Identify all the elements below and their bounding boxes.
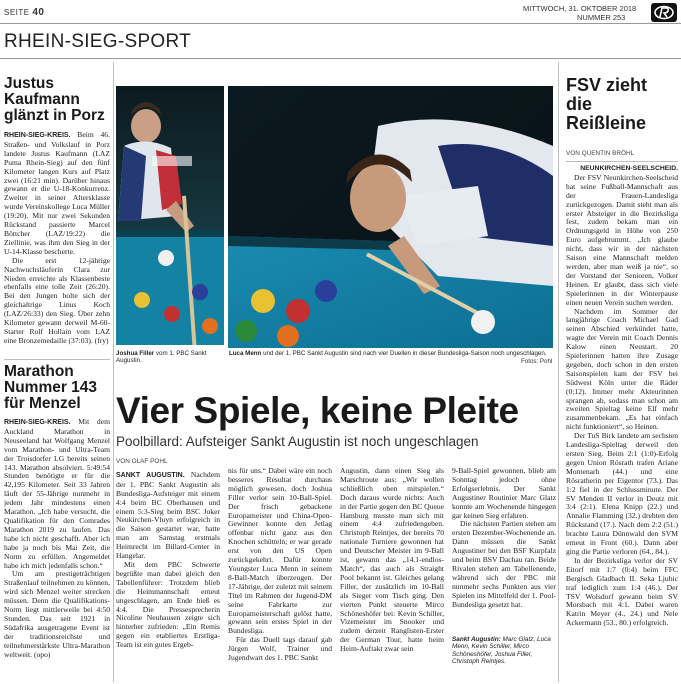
article-column-4: 9-Ball-Spiel gewonnen, blieb am Sonntag jedoch ohne Erfolgserlebnis. Der Sankt Augustiner Routinier Marc Glatz konnte am Wochenende hingegen gar keinen Sieg erfahren. Die nächsten Partien stehen am ersten Dezember-Wochenende an. Dann müssen die Sankt Augustiner bei den BSF Kurpfalz und beim BSV Dachau ran. Beide Rivalen stehen am Tabellenende, während sich der PBC mit nunmehr sechs Punkten aus vier Spielen ins Mittelfeld der 1. Pool-Bundesliga gesetzt hat. [452,467,556,609]
section-title: RHEIN-SIEG-SPORT [4,31,192,52]
photo-caption-left: Joshua Filler vom 1. PBC Sankt Augustin. [116,350,207,365]
main-subheadline: Poolbillard: Aufsteiger Sankt Augustin ist noch ungeschlagen [116,434,479,449]
article-headline: Justus Kaufmann glänzt in Porz [4,75,105,124]
article-body: NEUNKIRCHEN-SEELSCHEID. Der FSV Neunkirchen-Seelscheid hat seine Fußball-Mannschaft aus der Frauen-Landesliga zurückgezogen. Damit steht man als erster Absteiger in die Bezirksliga fest, zudem bekam man ein Ordnungsgeld in Höhe von 250 Euro aufgebrummt. „Ich glaube nicht, dass wir in der nächsten Saison eine Mannschaft melden werden, aber man weiß ja nie“, so der Vorstand der Senioren, Volker Heinen. Er glaubt, dass sich viele Spielerinnen in der Winterpause einen neuen Verein suchen werden. Nachdem im Sommer der langjährige Coach Michael Gad seinen Abschied verkündet hatte, wagte der Verein mit Coach Dennis Kalow einen Neustart. 20 Spielerinnen hatten ihre Zusage gegeben, doch schon in den ersten Saisonspielen kam der FSV bei Südwest Köln unter die Räder (0:12). Immer mehr Akteurinnen sprangen ab, sodass man schon am zweiten Spieltag keine Elf mehr zusammenbekam. „Es hat einfach nicht funktioniert“, so Heinen. Der TuS Birk landete am sechsten Landesliga-Spieltag derweil den ersten Sieg. Beim 2:1 (1:0)-Erfolg gegen Union Rösrath trafen Ariane Montenarh (44.) und eine Rösratherin per Eigentor (73.). Das 1:2 fiel in der Schlussminute. Der SV Menden II verlor in Deutz mit 3:4 (2:1). Elena Knipp (22.) und Annalie Flamming (32.) drehten den Rückstand (17.). Nach dem 2:2 (51.) brachte Laura Dünnwald den SVM erneut in Front (60.). Dann aber ging die Partie verloren (64., 84.). In der Bezirksliga verlor der SV Eitorf mit 1:7 (0:4) beim FFC Bergisch Gladbach II. Seka Ljubic traf lediglich zum 1:4 (46.). Der TSV Wolsdorf gewann beim SV Morsbach mit 4:1. Dabei waren Katrin Meyer (4., 24.) und Nele Ackermann (53., 80.) erfolgreich. [566,165,678,628]
page-number-label [4,7,44,18]
page-label: SEITE [4,8,30,17]
photo-luca-menn [228,86,553,348]
caption-name: Luca Menn [229,350,262,357]
newspaper-logo-icon [651,3,677,22]
issue-number: NUMMER 253 [577,13,626,22]
section-rule [0,58,681,59]
header-rule [0,23,681,24]
photo-joshua-filler [116,86,224,345]
column-divider [113,62,114,682]
team-lineup: Sankt Augustin: Marc Glatz, Luca Menn, Kevin Schiller, Mirco Schöneshöfer, Joshua Filler, Christoph Reintjes. [452,636,551,666]
main-headline: Vier Spiele, keine Pleite [116,390,519,431]
photo-caption-right: Luca Menn und der 1. PBC Sankt Augustin sind nach vier Duellen in dieser Bundesliga-Saison noch ungeschlagen. [229,350,547,357]
article-column-3: Augustin, dann einen Sieg als Marschroute aus: „Wir wollen schließlich oben mitspielen.“ Doch daraus wurde nichts: Auch in der Partie gegen den BC Queue Hamburg musste man sich mit einem 4:4 zufriedengeben. Christoph Reintjes, der bereits 70 nationale Turniere gewonnen hat und Deutscher Meister im 9-Ball ist, gewann das „14.1-endlos-Match“, das auch als Straight Pool bekannt ist. Gleiches gelang Filler, der zusätzlich im 10-Ball als Sieger vom Tisch ging. Den vierten Punkt steuerte Mirco Schöneshöfer bei: Kevin Schiller, Vizemeister im Snooker und zudem derzeit Ranglisten-Erster der German Tour, hatte beim Heim-Auftakt zwar sein [340,467,444,654]
article-body: RHEIN-SIEG-KREIS. Mit dem Auckland Marathon in Neuseeland hat Wolfgang Menzel vom Marathon- und Ultra-Team der Troisdorfer LG bereits seinen 143. Marathon absolviert. 5:49:54 Stunden benötigte er für die 42,195 Kilometer. Seit 33 Jahren läuft der 55-Jährige nunmehr in jedem Jahr mindestens einen Marathon. „Ich habe versucht, die Qualifikation für den Comrades Marathon 2019 zu laufen. Das habe ich nicht geschafft. Aber ich habe ja noch bis Mai Zeit, die Norm zu erfüllen. Angemeldet habe ich mich jedenfalls schon.“ Um am prestigeträchtigen Straßenlauf teilnehmen zu können, wird sich Menzel weiter strecken müssen. Denn die Qualifikations-Norm liegt mittlerweile bei 4:50 Stunden. Das seit 1921 in Südafrika ausgetragene Event ist der traditionsreichste und teilnehmerstärkste Ultra-Marathon weltweit. (opo) [4,418,110,659]
article-headline: FSV zieht die Reißleine [566,75,648,133]
column-divider [558,62,559,682]
article-divider [4,359,110,360]
article-column-1: VON OLAF POHL SANKT AUGUSTIN. Nachdem der 1. PBC Sankt Augustin als Bundesliga-Aufsteiger mit einem 4:4 beim BC Oberhausen und einem 5:3-Sieg beim BSC Joker Neukirchen-Vluyn erfolgreich in die Saison gestartet war, hatte man am Samstag erstmals Heimrecht im Billard-Center in Hangelar. Mit dem PBC Schwerte begrüßte man dabei gleich den Tabellenführer: Trotzdem blieb die Heimmannschaft erneut ungeschlagen, am Ende hieß es 4:4. Die Pressesprecherin Nicoline Neuhausen zeigte sich hinterher zufrieden: „Ein Remis gegen ein etabliertes Erstliga-Team ist ein gutes Ergeb- [116,458,220,650]
photo-credit: Fotos: Pohl [521,358,553,365]
article-column-2: nis für uns.“ Dabei wäre ein noch besseres Resultat durchaus möglich gewesen, doch Joshua Filler verlor sein 10-Ball-Spiel. Der frisch gebackene Europameister und China-Open-Gewinner konnte den Jetlag offenbar nicht ganz aus den Knochen schütteln; er war gerade erst von den US Open zurückgekehrt. Dafür konnte Youngster Luca Menn in seinem 8-Ball-Match überzeugen. Der 17-Jährige, der zuletzt mit seinem Titel im Rahmen der Jugend-DM seine Fahrkarte zur Europameisterschaft gelöst hatte, gewann sein erstes Spiel in der Bundesliga. Für das Duell tags darauf gab Jürgen Wolf, Trainer und Jugendwart des 1. PBC Sankt [228,467,332,663]
caption-name: Joshua Filler [116,350,155,357]
issue-date: MITTWOCH, 31. OKTOBER 2018 [523,4,637,13]
page-number: 40 [32,7,45,18]
article-body: RHEIN-SIEG-KREIS. Beim 46. Straßen- und Volkslauf in Porz landete Justus Kaufmann (LAZ Puma Rhein-Sieg) auf den fünf Kilometer langen Kurs auf Platz zwei (16:21 min). Darüber hinaus gewann er die U-18-Konkurrenz. Zweiter in seiner Altersklasse wurde Vereinskollege Luca Müller (19:20). Mit nur zwei Sekunden Rückstand passierte Marcel Böttcher (LAZ/19:22) die Ziellinie, was ihm den Sieg in der U-14-Klasse bescherte. Die erst 12-jährige Nachwuchsläuferin Clara zur Nieden erreichte als Klassenbeste ebenfalls eine tolle Zeit (26:20). Bei den Jungen holte sich der gleichaltrige Linus Koch (LAZ/26:33) den Sieg. Über zehn Kilometer gewann derweil M-60-Starter Rolf Hollain vom LAZ eine Bronzemedaille (37:03). (fry) [4,131,110,345]
author-rule [566,161,678,162]
article-author: VON QUENTIN BRÖHL [566,150,635,157]
article-headline: Marathon Nummer 143 für Menzel [4,363,98,412]
